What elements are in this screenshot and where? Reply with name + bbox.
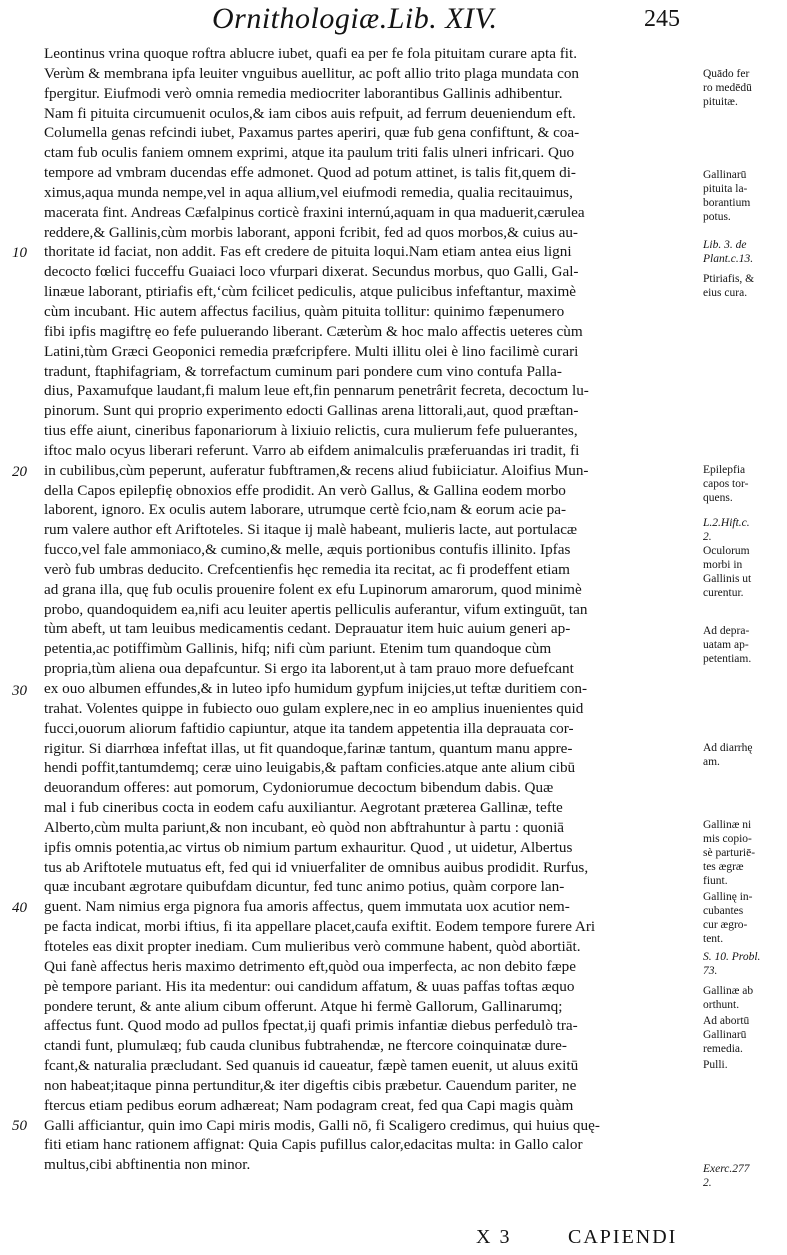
margin-note-reference: S. 10. Probl. 73.	[703, 951, 761, 977]
line-number: 20	[12, 464, 27, 480]
text-line: multus,cibi abftinentia non minor.	[44, 1156, 251, 1174]
text-line: deuorandum offeres: aut pomorum, Cydoniorumue decoctum bibendum dabis. Quæ	[44, 779, 554, 797]
text-line: mal i fub cineribus cocta in eodem cafu auxiliantur. Aegrotant præterea Gallinæ, tefte	[44, 799, 563, 817]
text-line: Leontinus vrina quoque roftra ablucre iubet, quafi ea per fe fola pituitam curare apta fit.	[44, 45, 578, 62]
text-line: fucco,vel fale ammoniaco,& cumino,& melle, æquis portionibus contufis illinito. Ipfas	[44, 541, 571, 559]
text-line: ex ouo albumen effundes,& in luteo ipfo humidum gypfum inijcies,ut teftæ duritiem con-	[44, 680, 587, 697]
margin-note: Quādo fer ro medēdū pituitæ.	[703, 68, 752, 108]
margin-note: Gallinę in- cubantes cur ægro- tent.	[703, 891, 753, 945]
text-line: verò fub umbras deducito. Crefcentienfis hęc remedia ita recitat, ac fi prodeffent etiam	[44, 560, 570, 578]
margin-note: Gallinæ ab orthunt.	[703, 985, 754, 1011]
margin-note: Pulli.	[703, 1059, 728, 1071]
text-line: pè tempore pariant. His ita medentur: oui candidum affatum, & uuas paffas toftas æquo	[44, 977, 575, 995]
text-line: Verùm & membrana ipfa leuiter vnguibus auellitur, ac poft allio trito plaga mundata con	[44, 64, 580, 82]
text-line: tùm abeft, ut tam leuibus medicamentis cedant. Deprauatur item huic auium generi ap-	[44, 620, 571, 638]
line-number: 50	[12, 1118, 27, 1134]
text-line: fpergitur. Eiufmodi verò omnia remedia mediocriter laborantibus Gallinis adhibentur.	[44, 84, 563, 102]
running-head	[0, 0, 787, 44]
text-line: tius effe aiunt, cineribus faponariorum à lixiuio relictis, cura mulierum fefe puluerantes,	[44, 422, 578, 440]
text-line: tus ab Ariftotele mutuatus eft, fed qui id vniuerfaliter de omnibus auibus prodidit. Rurfus,	[44, 858, 589, 876]
page-number: 245	[644, 6, 680, 32]
text-line: thoritate id faciat, non addit. Fas eft credere de pituita loqui.Nam etiam antea eius ligni	[44, 243, 572, 261]
margin-note: Ptiriafis, & eius cura.	[703, 273, 755, 299]
text-line: rigitur. Si diarrhœa infeftat illas, ut fit quandoque,farinæ tantum, quantum manu appre-	[44, 739, 573, 757]
text-line: tradunt, ftaphifagriam, & torrefactum cuminum pari pondere cum vino contufa Palla-	[44, 362, 562, 380]
signature-mark: X 3	[476, 1226, 512, 1248]
text-line: guent. Nam nimius erga pignora fua amoris affectus, quem immutata uox acutior nem-	[44, 898, 570, 916]
text-line: fibi ipfis magiftrę eo fefe puluerando liberant. Cæterùm & hoc malo affectis ueteres cùm	[44, 322, 583, 340]
text-line: quæ incubant ægrotare quibufdam dicuntur, fed tunc animo potius, quàm corpore lan-	[44, 878, 565, 896]
line-number: 10	[12, 245, 27, 261]
margin-note: Epilepfia capos tor- quens.	[703, 464, 749, 504]
text-line: fucci,ouorum aliorum faftidio capiuntur, atque ita tandem appetentia illa deprauata cor-	[44, 719, 574, 737]
text-line: della Capos epilepfię obnoxios effe prodidit. An verò Gallus, & Gallina eodem morbo	[44, 481, 566, 499]
text-line: fiti etiam hanc rationem affignat: Quia Capis pufillus calor,edacitas multa: in Gallo calor	[44, 1136, 583, 1154]
line-number: 40	[12, 900, 27, 916]
text-line: linæue laborant, ptiriafis eft,‘cùm fcilicet pediculis, atque pulicibus infeftantur, maximè	[44, 283, 577, 301]
text-line: ftoteles eas dixit propter inediam. Cum mulieribus verò commune habent, quòd abortiāt.	[44, 937, 581, 955]
text-line: Latini,tùm Græci Geoponici remedia præfcripfere. Multi illitu olei è lino facilimè curari	[44, 342, 579, 360]
line-number: 30	[12, 683, 27, 699]
margin-note: Oculorum morbi in Gallinis ut curentur.	[703, 545, 752, 599]
text-line: trahat. Volentes quippe in fubiecto ouo gulam explere,nec in eo amplius inuenientes quid	[44, 699, 584, 717]
text-line: fcant,& naturalia præcludant. Sed quanuis id caueatur, fæpè tamen euenit, ut aluus exitū	[44, 1057, 579, 1075]
text-line: ximus,aqua munda nempe,vel in aqua allium,vel eiufmodi remedia, qualia recitauimus,	[44, 183, 573, 201]
text-line: cùm incubant. Hic autem affectus facilius, quàm pituita tollitur: quinimo fæpenumero	[44, 302, 565, 320]
text-line: propria,tùm aliena oua depafcuntur. Si ergo ita laborent,ut à tam prauo more defuefcant	[44, 660, 574, 678]
margin-note-reference: Exerc.277 2.	[703, 1163, 750, 1189]
margin-note-reference: L.2.Hift.c. 2.	[703, 517, 750, 543]
text-line: probo, quandoquidem ea,nifi acu leuiter apertis pelliculis auferantur, vifum extinguūt, tan	[44, 600, 588, 618]
text-line: pinorum. Sunt qui proprio experimento edocti Gallinas arena littorali,aut, quod præftan-	[44, 402, 579, 420]
margin-note: Ad depra- uatam ap- petentiam.	[703, 625, 752, 665]
margin-note: Ad abortū Gallinarū remedia.	[703, 1015, 750, 1055]
text-line: Qui fanè affectus heris maximo detrimento eft,quòd oua imperfecta, ac non debito fæpe	[44, 957, 576, 975]
text-line: laborent, ignoro. Ex oculis autem laborare, utrumque certè fcio,nam & eorum acie pa-	[44, 501, 567, 519]
body-text	[44, 44, 698, 1175]
text-line: pe facta indicat, morbi iftius, fi ita appellare placet,caufa exiftit. Eodem tempore furere Ari	[44, 918, 596, 936]
text-line: Nam fi pituita circumuenit oculos,& iam cibos auis refpuit, ad ferrum deueniendum eft.	[44, 104, 576, 122]
margin-note-reference: Lib. 3. de Plant.c.13.	[703, 239, 754, 265]
margin-note: Gallinæ ni mis copio- sè parturiē- tes ægræ fiunt.	[703, 819, 756, 887]
text-line: ipfis omnis potentia,ac virtus ob nimium partum exhauritur. Quod , ut uidetur, Albertus	[44, 838, 573, 856]
text-line: decocto fœlici fucceffu Guaiaci loco vfurpari dixerat. Secundus morbus, quo Galli, Gal-	[44, 263, 579, 281]
margin-note: Gallinarū pituita la- borantium potus.	[703, 169, 751, 223]
text-line: affectus funt. Quod modo ad pullos fpectat,ij quafi primis infantiæ diebus perfedulò tra-	[44, 1017, 578, 1035]
text-line: hendi poffit,tantumdemq; ceræ uino leuigabis,& paftam conficies.atque ante alium cibū	[44, 759, 576, 777]
running-title: Ornithologiæ.Lib. XIV.	[212, 2, 498, 35]
catchword: CAPIENDI	[568, 1226, 678, 1248]
text-line: ftercus etiam pedibus eorum adhæreat; Nam podagram creat, fed qua Capi magis quàm	[44, 1096, 574, 1114]
text-line: petentia,ac potiffimùm Gallinis, hifq; nifi cùm pariunt. Etenim tum quandoque cùm	[44, 640, 552, 658]
text-line: ad grana illa, quę fub oculis prouenire folent ex efu Lupinorum amarorum, quod minimè	[44, 580, 582, 598]
text-line: pondere terunt, & ante alium cibum offerunt. Atque hi fermè Gallorum, Gallinarumq;	[44, 997, 563, 1015]
text-line: rum valere author eft Ariftoteles. Si itaque ij malè habeant, mulieris lacte, aut portulacæ	[44, 521, 578, 539]
text-line: dius, Paxamufque laudant,fi malum leue eft,fin pennarum penetrârit fecreta, decoctum lu-	[44, 382, 589, 400]
text-line: ctam fub oculis faniem omnem exprimi, atque ita paulum triti falis ulneri infricari. Quo	[44, 144, 575, 162]
text-line: in cubilibus,cùm peperunt, auferatur fubftramen,& recens aliud fubiiciatur. Aloifius Mun-	[44, 461, 589, 479]
text-line: Galli afficiantur, quin imo Capi miris modis, Galli nō, fi Scaligero credimus, qui huius quę-	[44, 1116, 600, 1134]
text-line: Alberto,cùm multa pariunt,& non incubant, eò quòd non abftrahuntur à partu : quoniā	[44, 818, 565, 836]
text-line: ctandi funt, plumulæq; fub cauda clunibus fubtrahendæ, ne ftercore coinquinatæ dure-	[44, 1037, 567, 1055]
footer	[0, 1226, 787, 1254]
text-line: non habeat;itaque pinna pertunditur,& iter digeftis cibis præbetur. Cauendum pariter, ne	[44, 1076, 577, 1094]
text-line: tempore ad vmbram ducendas effe admonet. Quod ad potum attinet, is talis fit,quem di-	[44, 164, 576, 182]
text-line: reddere,& Gallinis,cùm morbis laborant, apponi fcribit, fed ad quos morbos,& cuius au-	[44, 223, 578, 241]
margin-note: Ad diarrhę am.	[703, 742, 753, 768]
text-line: Columella genas refcindi iubet, Paxamus partes aperiri, quæ fub gena confiftunt, & coa-	[44, 124, 580, 142]
text-line: iftoc malo ocyus liberari referunt. Varro ab eifdem animalculis præferuandas iri tradit, fi	[44, 441, 580, 459]
text-line: macerata fint. Andreas Cæfalpinus corticè fraxini internú,aquam in qua maduerit,cærulea	[44, 203, 585, 221]
